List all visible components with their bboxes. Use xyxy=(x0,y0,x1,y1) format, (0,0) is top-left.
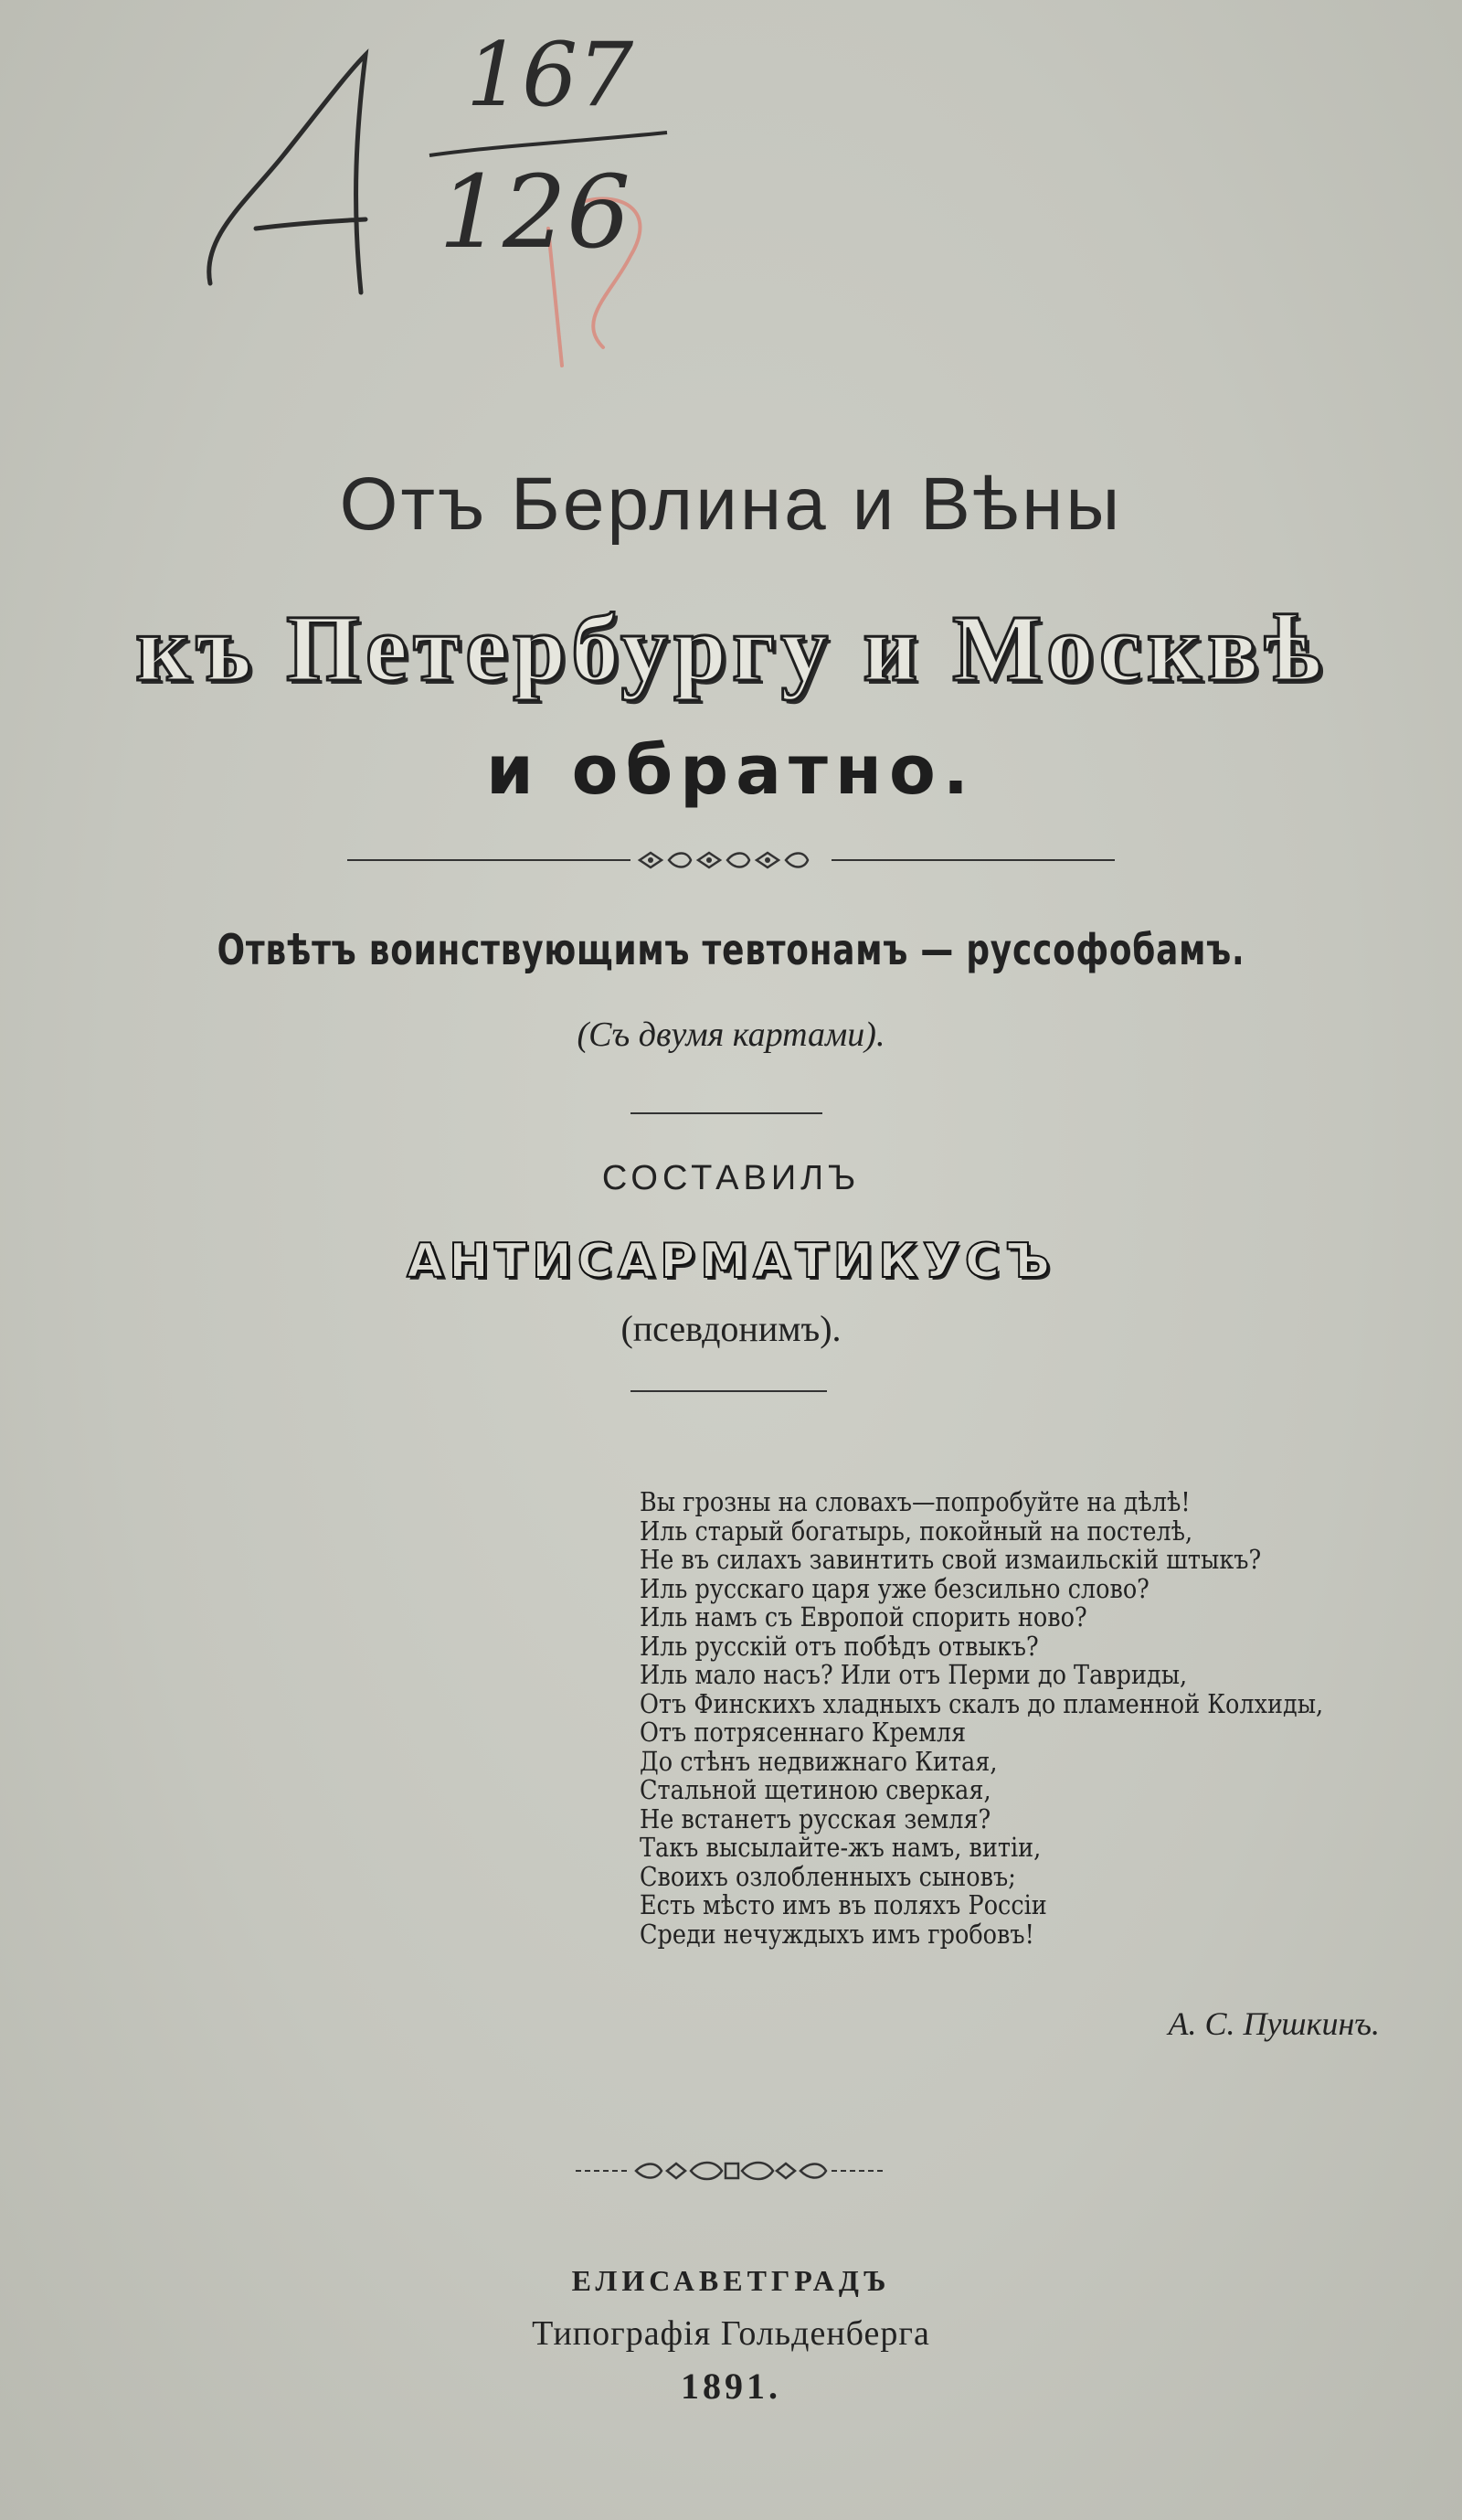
shelf-number-top: 167 xyxy=(466,24,634,126)
subtitle: Отвѣтъ воинствующимъ тевтонамъ — руссофобамъ. xyxy=(217,925,1245,974)
poem-attribution: А. С. Пушкинъ. xyxy=(1168,2005,1380,2042)
shelf-number-bottom: 126 xyxy=(439,154,630,271)
red-mark: 19 xyxy=(594,320,595,321)
handwritten-shelf-mark xyxy=(192,18,740,384)
ornamental-dash xyxy=(576,2153,886,2189)
poem-line: Есть мѣсто имъ въ поляхъ Россіи xyxy=(640,1889,1047,1920)
epigraph-poem xyxy=(640,1486,1324,1950)
poem-line: Иль мало насъ? Или отъ Перми до Тавриды, xyxy=(640,1659,1188,1690)
short-rule xyxy=(630,1112,822,1114)
maps-note: (Съ двумя картами). xyxy=(577,1015,885,1054)
poem-line: Не встанетъ русская земля? xyxy=(640,1802,991,1834)
title-line-3: и обратно. xyxy=(486,731,976,810)
poem-line: Отъ Финскихъ хладныхъ скалъ до пламенной Колхиды, xyxy=(640,1687,1324,1719)
imprint-printer: Типографія Гольденберга xyxy=(532,2314,930,2353)
poem-line: Иль старый богатырь, покойный на постелѣ, xyxy=(640,1515,1193,1547)
author-pseudonym: АНТИСАРМАТИКУСЪ xyxy=(407,1234,1055,1289)
poem-line: Стальной щетиною сверкая, xyxy=(640,1774,991,1805)
poem-line: Иль русскій отъ побѣдъ отвыкъ? xyxy=(640,1630,1039,1662)
title-line-1: Отъ Берлина и Вѣны xyxy=(339,463,1123,546)
imprint-year: 1891. xyxy=(681,2366,781,2407)
poem-line: Не въ силахъ завинтить свой измаильскій штыкъ? xyxy=(640,1544,1262,1575)
compiled-by-label: СОСТАВИЛЪ xyxy=(601,1159,861,1197)
poem-line: Такъ высылайте-жъ намъ, витіи, xyxy=(640,1832,1042,1863)
title-line-2: къ Петербургу и Москвѣ xyxy=(135,596,1327,701)
short-rule-2 xyxy=(630,1390,827,1392)
ornamental-rule xyxy=(347,842,1115,878)
imprint-city: ЕЛИСАВЕТГРАДЪ xyxy=(571,2264,891,2297)
poem-line: Среди нечуждыхъ имъ гробовъ! xyxy=(640,1918,1034,1950)
pseudonym-note: (псевдонимъ). xyxy=(620,1308,842,1349)
poem-line: Иль намъ съ Европой спорить ново? xyxy=(640,1601,1087,1632)
poem-line: До стѣнъ недвижнаго Китая, xyxy=(640,1745,998,1777)
poem-line: Вы грозны на словахъ—попробуйте на дѣлѣ! xyxy=(640,1486,1191,1517)
poem-line: Иль русскаго царя уже безсильно слово? xyxy=(640,1572,1149,1604)
poem-line: Своихъ озлобленныхъ сыновъ; xyxy=(640,1860,1016,1892)
poem-line: Отъ потрясеннаго Кремля xyxy=(640,1717,967,1748)
